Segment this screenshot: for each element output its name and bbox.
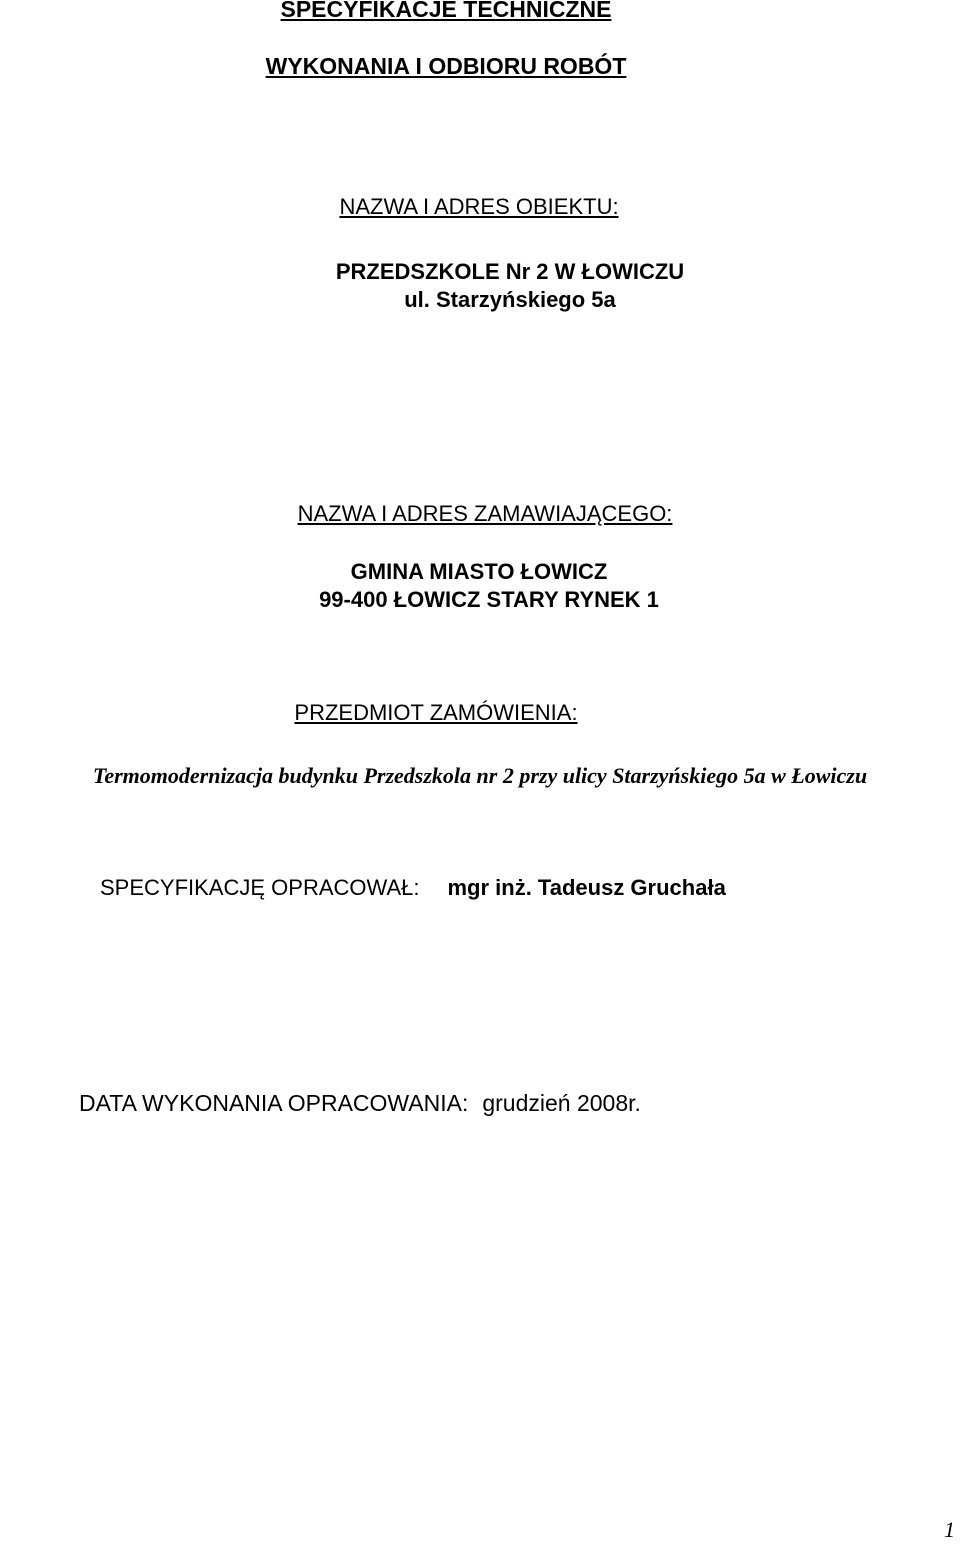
author-row: [100, 877, 726, 899]
date-label: DATA WYKONANIA OPRACOWANIA:: [79, 1090, 469, 1116]
client-name: GMINA MIASTO ŁOWICZ: [350, 559, 608, 584]
author-label: SPECYFIKACJĘ OPRACOWAŁ:: [100, 875, 420, 900]
author-name: mgr inż. Tadeusz Gruchała: [447, 875, 726, 900]
date-value: grudzień 2008r.: [482, 1090, 641, 1116]
subject-text: Termomodernizacja budynku Przedszkola nr 2 przy ulicy Starzyńskiego 5a w Łowiczu: [92, 763, 868, 788]
subject-label: PRZEDMIOT ZAMÓWIENIA:: [294, 700, 578, 725]
object-name: PRZEDSZKOLE Nr 2 W ŁOWICZU: [335, 259, 685, 284]
client-label: NAZWA I ADRES ZAMAWIAJĄCEGO:: [297, 501, 673, 526]
date-row: [79, 1092, 641, 1115]
object-label: NAZWA I ADRES OBIEKTU:: [339, 194, 619, 219]
client-address: 99-400 ŁOWICZ STARY RYNEK 1: [319, 587, 659, 612]
object-address: ul. Starzyńskiego 5a: [404, 287, 616, 312]
page-number: 1: [944, 1517, 955, 1542]
document-title-line-1: SPECYFIKACJE TECHNICZNE: [280, 0, 612, 22]
document-title-line-2: WYKONANIA I ODBIORU ROBÓT: [265, 53, 627, 79]
